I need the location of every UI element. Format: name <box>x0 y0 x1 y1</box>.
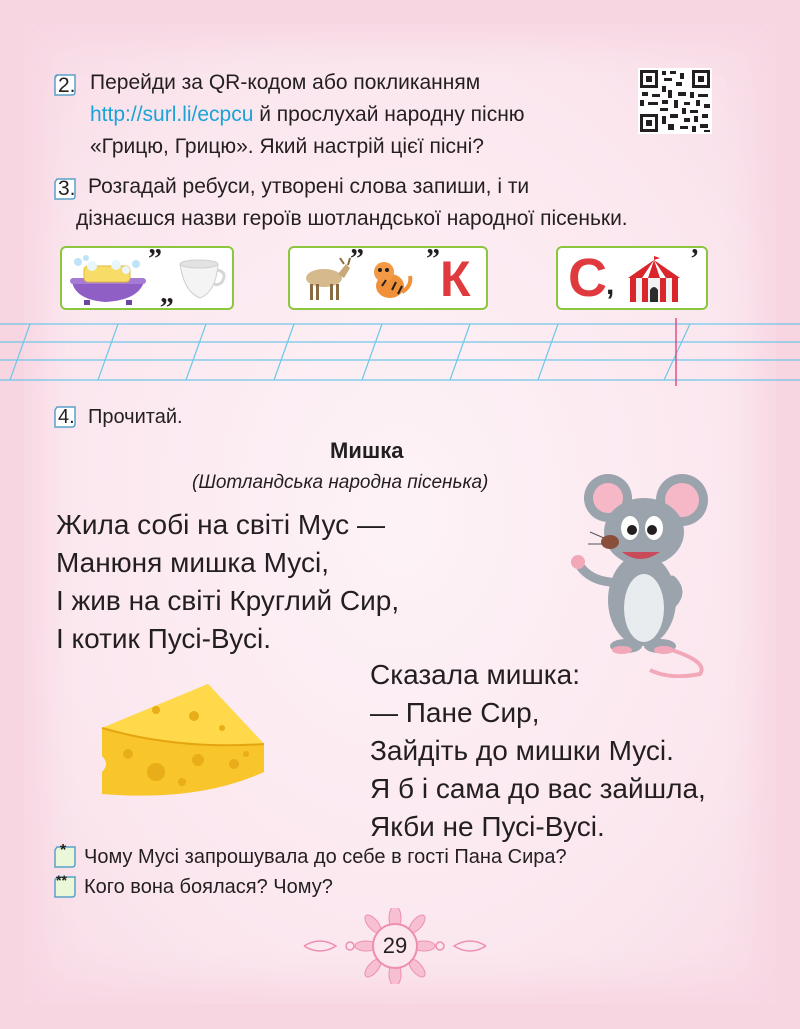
writing-lines <box>0 318 800 386</box>
poem-stanza-2 <box>370 656 706 846</box>
question-2-stars: ** <box>56 872 67 888</box>
task-2-line-1: Перейди за QR-кодом або покликанням <box>90 71 481 94</box>
task-3-number: 3. <box>58 177 76 200</box>
task-2-line-2 <box>90 100 525 130</box>
question-1-star: * <box>60 842 67 859</box>
rebus-2-letter: К <box>440 251 471 307</box>
rebus-3-comma: , <box>606 268 615 301</box>
rebus-1-quote-bottom: „ <box>160 278 174 309</box>
poem-title: Мишка <box>330 438 404 463</box>
poem-line: Сказала мишка: <box>370 659 581 690</box>
poem-subtitle: (Шотландська народна пісенька) <box>192 472 489 493</box>
poem-line: Манюня мишка Мусі, <box>56 547 329 578</box>
question-1-text: Чому Мусі запрошувала до себе в гості Пана Сира? <box>84 846 567 868</box>
task-2-line-2-rest: й прослухай народну пісню <box>253 103 525 126</box>
task-3-line-1: Розгадай ребуси, утворені слова запиши, і ти <box>88 175 530 198</box>
poem-stanza-1 <box>56 506 399 658</box>
task-2-number: 2. <box>58 74 76 97</box>
poem-line: Зайдіть до мишки Мусі. <box>370 735 674 766</box>
cheese-illustration <box>98 680 268 804</box>
task-2-line-3: «Грицю, Грицю». Який настрій цієї пісні? <box>90 135 484 158</box>
rebus-card-2 <box>288 246 488 310</box>
question-2-text: Кого вона боялася? Чому? <box>84 876 333 898</box>
rebus-card-3 <box>556 246 708 310</box>
qr-code[interactable] <box>638 68 712 134</box>
poem-line: І котик Пусі-Вусі. <box>56 623 271 654</box>
tiger-icon <box>364 256 414 306</box>
goat-icon <box>294 256 352 304</box>
poem-line: Я б і сама до вас зайшла, <box>370 773 706 804</box>
task-4-instruction: Прочитай. <box>88 406 183 428</box>
rebus-3-apostrophe: ’ <box>690 244 700 275</box>
song-link[interactable]: http://surl.li/ecpcu <box>90 103 254 126</box>
task-3-line-2: дізнаєшся назви героїв шотландської народної пісеньки. <box>76 207 628 230</box>
mouse-illustration <box>560 470 730 678</box>
rebus-2-quote-2: ” <box>426 244 440 275</box>
poem-line: — Пане Сир, <box>370 697 540 728</box>
poem-line: Жила собі на світі Мус — <box>56 509 385 540</box>
page-number: 29 <box>382 933 408 958</box>
rebus-3-letter: С <box>568 248 607 308</box>
rebus-2-quote-1: ” <box>350 244 364 275</box>
rebus-card-1 <box>60 246 234 310</box>
poem-line: Якби не Пусі-Вусі. <box>370 811 605 842</box>
poem-line: І жив на світі Круглий Сир, <box>56 585 400 616</box>
cup-icon <box>174 258 228 304</box>
soap-bath-icon <box>66 252 150 306</box>
task-4-number: 4. <box>58 406 75 428</box>
circus-tent-icon <box>622 256 686 306</box>
rebus-1-quote-top: ” <box>148 244 162 275</box>
